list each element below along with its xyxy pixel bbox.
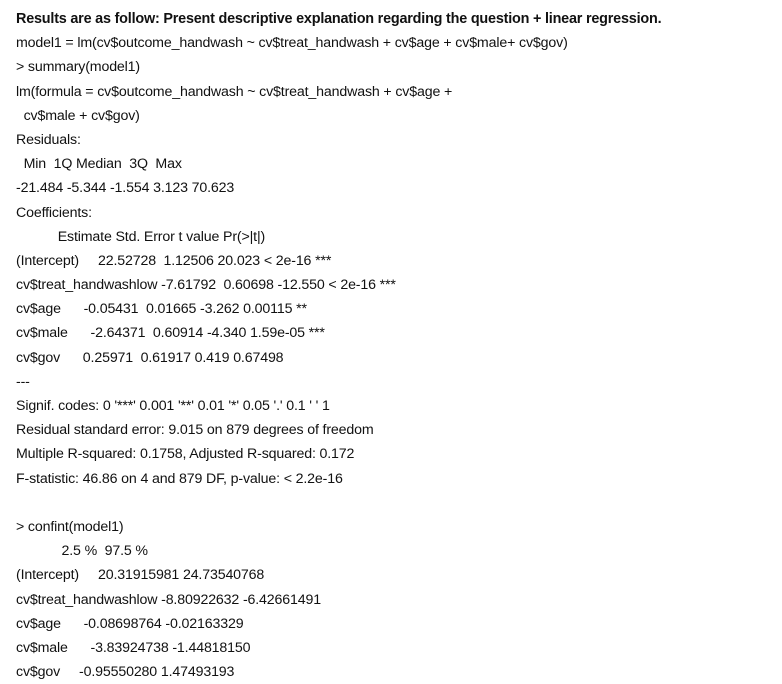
summary-command: > summary(model1) <box>16 59 140 76</box>
regression-output <box>16 7 776 684</box>
confint-command: > confint(model1) <box>16 518 124 535</box>
coefficients-header: Estimate Std. Error t value Pr(>|t|) <box>16 228 266 245</box>
residuals-values: -21.484 -5.344 -1.554 3.123 70.623 <box>16 180 235 197</box>
confint-row-gov: cv$gov -0.95550280 1.47493193 <box>16 664 235 681</box>
confint-row-intercept: (Intercept) 20.31915981 24.73540768 <box>16 567 265 584</box>
f-statistic: F-statistic: 46.86 on 4 and 879 DF, p-value: < 2.2e-16 <box>16 470 343 487</box>
formula-line-2: cv$male + cv$gov) <box>16 107 140 124</box>
confint-header: 2.5 % 97.5 % <box>16 543 148 560</box>
blank-line <box>16 491 776 515</box>
coef-row-gov: cv$gov 0.25971 0.61917 0.419 0.67498 <box>16 349 284 366</box>
results-heading: Results are as follow: Present descriptive explanation regarding the question + linear regression. <box>16 11 662 27</box>
residuals-header: Min 1Q Median 3Q Max <box>16 156 182 173</box>
coef-row-intercept: (Intercept) 22.52728 1.12506 20.023 < 2e-16 *** <box>16 252 332 269</box>
formula-line-1: lm(formula = cv$outcome_handwash ~ cv$treat_handwash + cv$age + <box>16 83 453 100</box>
separator: --- <box>16 373 30 390</box>
confint-row-age: cv$age -0.08698764 -0.02163329 <box>16 615 244 632</box>
r-squared: Multiple R-squared: 0.1758, Adjusted R-squared: 0.172 <box>16 446 355 463</box>
model-definition: model1 = lm(cv$outcome_handwash ~ cv$treat_handwash + cv$age + cv$male+ cv$gov) <box>16 35 568 52</box>
coef-row-male: cv$male -2.64371 0.60914 -4.340 1.59e-05 *** <box>16 325 325 342</box>
signif-codes: Signif. codes: 0 '***' 0.001 '**' 0.01 '*' 0.05 '.' 0.1 ' ' 1 <box>16 398 330 414</box>
coefficients-label: Coefficients: <box>16 204 92 221</box>
coef-row-treat-handwash: cv$treat_handwashlow -7.61792 0.60698 -12.550 < 2e-16 *** <box>16 277 396 294</box>
residual-standard-error: Residual standard error: 9.015 on 879 degrees of freedom <box>16 422 374 439</box>
confint-row-treat-handwash: cv$treat_handwashlow -8.80922632 -6.42661491 <box>16 591 321 608</box>
confint-row-male: cv$male -3.83924738 -1.44818150 <box>16 639 251 656</box>
coef-row-age: cv$age -0.05431 0.01665 -3.262 0.00115 ** <box>16 301 307 318</box>
residuals-label: Residuals: <box>16 131 81 148</box>
